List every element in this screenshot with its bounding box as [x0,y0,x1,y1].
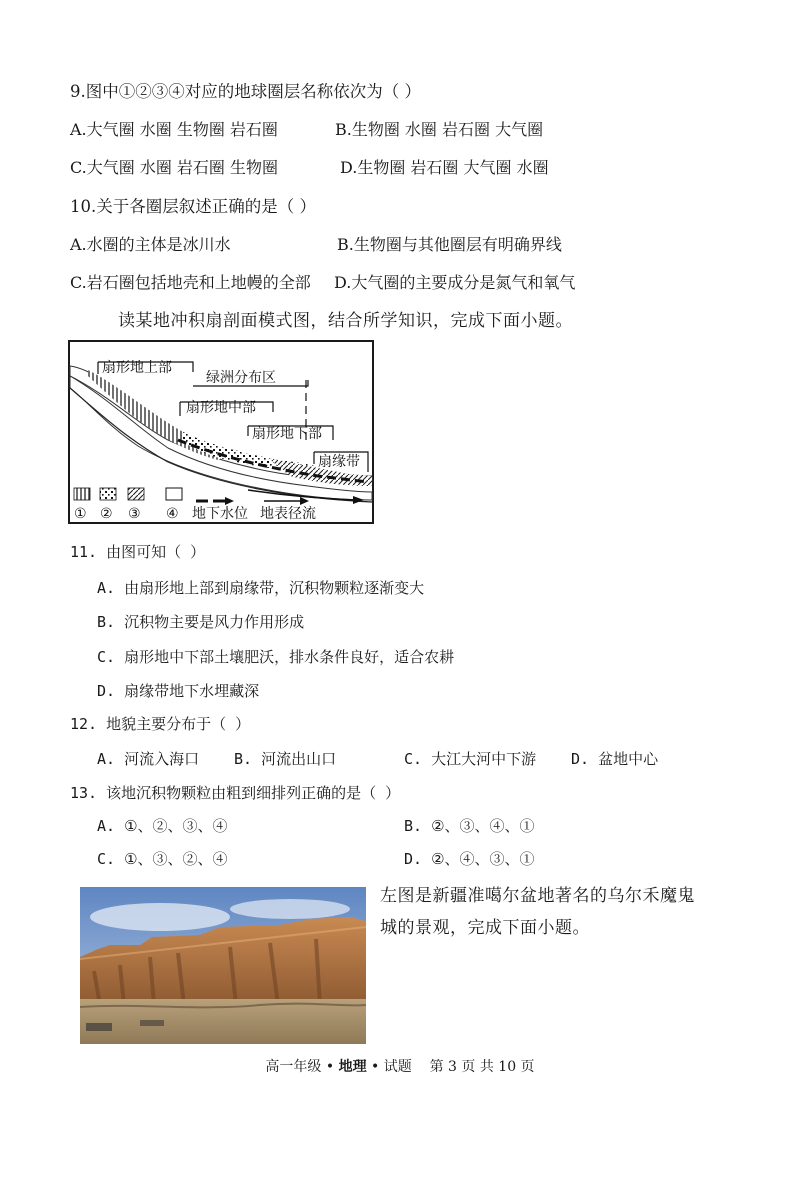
q11-stem: 11. 由图可知（ ） [70,543,206,561]
q11-option-d: D. 扇缘带地下水埋藏深 [97,682,260,700]
legend-runoff: 地表径流 [260,506,316,522]
q12-stem: 12. 地貌主要分布于（ ） [70,715,251,733]
footer-grade: 高一年级 [265,1059,322,1075]
label-fan-edge: 扇缘带 [318,454,360,470]
q10-option-c: C.岩石圈包括地壳和上地幔的全部 [70,273,311,292]
q12-option-b: B. 河流出山口 [234,750,337,768]
footer-subject: 地理 [338,1059,367,1075]
intro-ghost-city-line2: 城的景观，完成下面小题。 [380,918,590,938]
q9-option-a: A.大气圈 水圈 生物圈 岩石圈 [70,120,278,139]
page-footer: 高一年级 • 地理 • 试题 第 3 页 共 10 页 [265,1059,535,1075]
q12-option-c: C. 大江大河中下游 [404,750,537,768]
intro-alluvial-fan: 读某地冲积扇剖面模式图，结合所学知识，完成下面小题。 [118,311,573,331]
q9-option-b: B.生物圈 水圈 岩石圈 大气圈 [335,120,544,139]
intro-ghost-city-line1: 左图是新疆准噶尔盆地著名的乌尔禾魔鬼 [380,886,695,906]
legend-swatch-2 [100,488,116,500]
q10-option-b: B.生物圈与其他圈层有明确界线 [337,235,562,254]
q11-option-a: A. 由扇形地上部到扇缘带，沉积物颗粒逐渐变大 [97,579,425,597]
q10-option-d: D.大气圈的主要成分是氮气和氧气 [334,273,576,292]
q12-option-a: A. 河流入海口 [97,750,200,768]
q9-option-d: D.生物圈 岩石圈 大气圈 水圈 [340,158,549,177]
q11-option-c: C. 扇形地中下部土壤肥沃，排水条件良好，适合农耕 [97,648,455,666]
label-oasis: 绿洲分布区 [206,370,276,386]
legend-num-4: ④ [166,506,179,522]
q13-option-b: B. ②、③、④、① [404,817,535,835]
q9-option-c: C.大气圈 水圈 岩石圈 生物圈 [70,158,279,177]
legend-swatch-4 [166,488,182,500]
q10-stem: 10.关于各圈层叙述正确的是（ ） [70,197,316,216]
q9-stem: 9.图中①②③④对应的地球圈层名称依次为（ ） [70,82,421,101]
alluvial-fan-diagram [68,340,374,524]
q13-stem: 13. 该地沉积物颗粒由粗到细排列正确的是（ ） [70,784,401,802]
q13-option-d: D. ②、④、③、① [404,850,535,868]
label-fan-lower: 扇形地下部 [252,426,322,442]
label-fan-middle: 扇形地中部 [186,400,256,416]
wuerhe-ghost-city-photo [80,887,366,1044]
q12-option-d: D. 盆地中心 [571,750,659,768]
legend-num-3: ③ [128,506,141,522]
legend-num-2: ② [100,506,113,522]
label-fan-upper: 扇形地上部 [102,360,172,376]
q11-option-b: B. 沉积物主要是风力作用形成 [97,613,305,631]
footer-kind: 试题 [383,1059,412,1075]
q10-option-a: A.水圈的主体是冰川水 [70,235,231,254]
legend-swatch-3 [128,488,144,500]
legend-swatch-1 [74,488,90,500]
q13-option-c: C. ①、③、②、④ [97,850,228,868]
footer-page-number: 第 3 页 共 10 页 [429,1059,535,1075]
q13-option-a: A. ①、②、③、④ [97,817,228,835]
legend-groundwater: 地下水位 [192,506,248,522]
legend-num-1: ① [74,506,87,522]
